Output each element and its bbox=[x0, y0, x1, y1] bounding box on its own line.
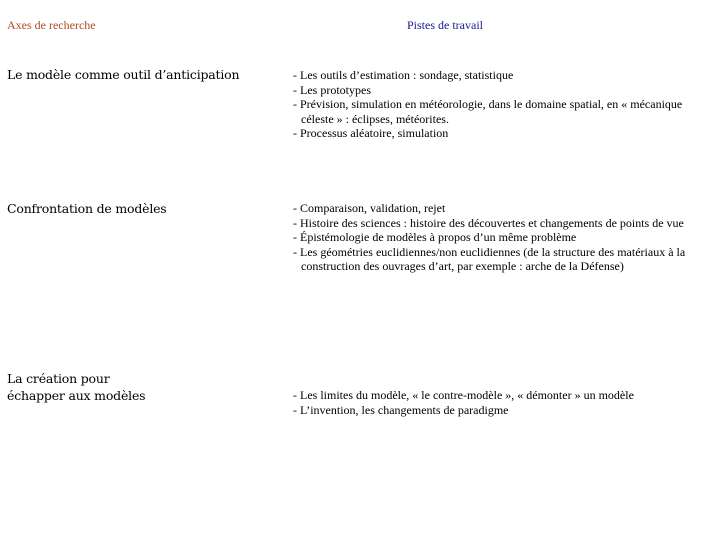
header-axes-label: Axes de recherche bbox=[7, 18, 96, 32]
header-tracks-label: Pistes de travail bbox=[407, 18, 483, 32]
track-item: - Les outils d’estimation : sondage, statistique bbox=[293, 68, 514, 82]
axis-confrontation bbox=[7, 200, 272, 217]
axis-anticipation bbox=[7, 66, 272, 83]
track-item: - Les géométries euclidiennes/non euclidiennes (de la structure des matériaux à la construction des ouvrages d’art, par exemple : arche de la Défense) bbox=[293, 244, 686, 273]
track-item: - L’invention, les changements de paradigme bbox=[293, 402, 509, 417]
track-item: - Épistémologie de modèles à propos d’un même problème bbox=[293, 230, 577, 244]
tracks-anticipation bbox=[293, 68, 713, 141]
track-item: - Comparaison, validation, rejet bbox=[293, 201, 446, 215]
axis-title-line: échapper aux modèles bbox=[7, 388, 146, 403]
axis-creation bbox=[7, 370, 272, 404]
axis-title-line: Confrontation de modèles bbox=[7, 201, 167, 216]
tracks-creation bbox=[293, 388, 713, 417]
axis-title-line: La création pour bbox=[7, 371, 110, 386]
track-item: - Histoire des sciences : histoire des découvertes et changements de points de vue bbox=[293, 215, 684, 230]
axis-title-line: Le modèle comme outil d’anticipation bbox=[7, 67, 240, 82]
tracks-confrontation bbox=[293, 201, 713, 274]
track-item: - Processus aléatoire, simulation bbox=[293, 126, 449, 140]
track-item: - Prévision, simulation en météorologie, dans le domaine spatial, en « mécanique céleste » : éclipses, météorites. bbox=[293, 97, 683, 126]
track-item: - Les prototypes bbox=[293, 82, 371, 97]
track-item: - Les limites du modèle, « le contre-modèle », « démonter » un modèle bbox=[293, 388, 634, 402]
